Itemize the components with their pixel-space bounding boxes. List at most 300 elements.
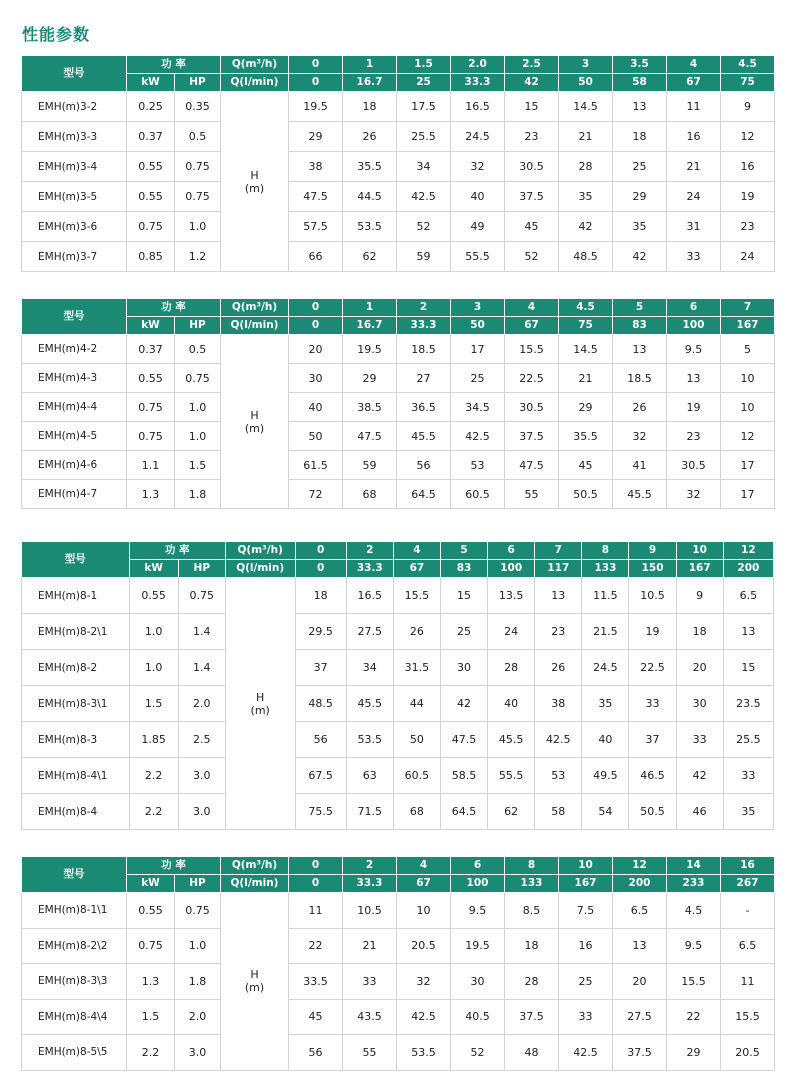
head-value-cell: 13 xyxy=(613,92,667,122)
head-value-cell: 19.5 xyxy=(343,335,397,364)
head-value-cell: 38 xyxy=(289,152,343,182)
flow-lmin-value: 58 xyxy=(613,74,667,92)
flow-lmin-value: 0 xyxy=(289,875,343,893)
kw-cell: 2.2 xyxy=(129,794,178,830)
model-cell: EMH(m)3-6 xyxy=(22,212,127,242)
flow-lmin-value: 33.3 xyxy=(397,317,451,335)
head-value-cell: 50.5 xyxy=(629,794,676,830)
kw-cell: 1.5 xyxy=(129,686,178,722)
head-value-cell: 15 xyxy=(505,92,559,122)
head-value-cell: 50.5 xyxy=(559,480,613,509)
table-row xyxy=(22,480,775,509)
head-value-cell: 33.5 xyxy=(289,964,343,1000)
flow-lmin-label: Q(l/min) xyxy=(225,560,295,578)
head-value-cell: 49.5 xyxy=(582,758,629,794)
head-value-cell: 35 xyxy=(613,212,667,242)
flow-m3h-label: Q(m³/h) xyxy=(221,857,289,875)
head-value-cell: 29 xyxy=(613,182,667,212)
head-value-cell: 6.5 xyxy=(613,893,667,929)
flow-lmin-value: 50 xyxy=(451,317,505,335)
head-value-cell: 37.5 xyxy=(505,422,559,451)
head-value-cell: 19.5 xyxy=(451,928,505,964)
flow-lmin-value: 200 xyxy=(723,560,773,578)
flow-lmin-value: 167 xyxy=(721,317,775,335)
head-value-cell: 50 xyxy=(393,722,440,758)
flow-lmin-value: 83 xyxy=(613,317,667,335)
performance-table xyxy=(21,298,775,509)
head-value-cell: 33 xyxy=(667,242,721,272)
kw-cell: 0.75 xyxy=(127,393,175,422)
model-cell: EMH(m)4-6 xyxy=(22,451,127,480)
head-value-cell: 45.5 xyxy=(488,722,535,758)
head-value-cell: 33 xyxy=(629,686,676,722)
head-value-cell: 68 xyxy=(393,794,440,830)
head-value-cell: 30 xyxy=(451,964,505,1000)
head-value-cell: 6.5 xyxy=(721,928,775,964)
head-label-cell xyxy=(225,578,295,830)
flow-m3h-value: 5 xyxy=(613,299,667,317)
table-row xyxy=(22,393,775,422)
flow-m3h-value: 6 xyxy=(488,542,535,560)
kw-cell: 1.5 xyxy=(127,999,175,1035)
hp-cell: 0.75 xyxy=(175,152,221,182)
head-value-cell: 15.5 xyxy=(393,578,440,614)
head-unit: (m) xyxy=(244,421,265,435)
power-header: 功 率 xyxy=(127,857,221,875)
head-value-cell: 9.5 xyxy=(667,928,721,964)
head-value-cell: 48 xyxy=(505,1035,559,1071)
flow-m3h-label: Q(m³/h) xyxy=(221,299,289,317)
kw-cell: 0.55 xyxy=(127,152,175,182)
table-row xyxy=(22,335,775,364)
head-value-cell: 19 xyxy=(629,614,676,650)
head-value-cell: 55 xyxy=(343,1035,397,1071)
flow-m3h-value: 7 xyxy=(535,542,582,560)
head-value-cell: 9 xyxy=(676,578,723,614)
head-value-cell: 20 xyxy=(613,964,667,1000)
head-value-cell: 13 xyxy=(667,364,721,393)
head-value-cell: 34 xyxy=(397,152,451,182)
head-value-cell: 27.5 xyxy=(346,614,393,650)
head-value-cell: 16 xyxy=(559,928,613,964)
head-value-cell: 52 xyxy=(397,212,451,242)
table-row xyxy=(22,650,774,686)
kw-cell: 2.2 xyxy=(127,1035,175,1071)
flow-m3h-value: 5 xyxy=(440,542,487,560)
flow-lmin-value: 33.3 xyxy=(451,74,505,92)
head-value-cell: 20.5 xyxy=(397,928,451,964)
head-value-cell: 16 xyxy=(667,122,721,152)
head-value-cell: 62 xyxy=(343,242,397,272)
head-value-cell: 42.5 xyxy=(397,999,451,1035)
performance-table xyxy=(21,856,775,1071)
performance-table xyxy=(21,541,774,830)
head-value-cell: 14.5 xyxy=(559,92,613,122)
head-value-cell: 7.5 xyxy=(559,893,613,929)
flow-m3h-value: 12 xyxy=(723,542,773,560)
head-value-cell: 21 xyxy=(559,364,613,393)
table-row xyxy=(22,686,774,722)
kw-cell: 0.55 xyxy=(127,364,175,393)
head-symbol: H xyxy=(250,168,259,182)
head-value-cell: 30 xyxy=(676,686,723,722)
table-row xyxy=(22,364,775,393)
model-cell: EMH(m)8-4\4 xyxy=(22,999,127,1035)
head-value-cell: 25 xyxy=(451,364,505,393)
flow-lmin-value: 0 xyxy=(289,74,343,92)
model-header: 型号 xyxy=(22,542,130,578)
flow-lmin-value: 167 xyxy=(559,875,613,893)
head-value-cell: 53.5 xyxy=(343,212,397,242)
head-value-cell: 48.5 xyxy=(559,242,613,272)
hp-cell: 2.0 xyxy=(178,686,225,722)
head-value-cell: 72 xyxy=(289,480,343,509)
head-value-cell: 52 xyxy=(505,242,559,272)
head-value-cell: 50 xyxy=(289,422,343,451)
head-value-cell: 10.5 xyxy=(629,578,676,614)
head-value-cell: 14.5 xyxy=(559,335,613,364)
head-value-cell: 60.5 xyxy=(393,758,440,794)
head-value-cell: 13.5 xyxy=(488,578,535,614)
head-value-cell: 30.5 xyxy=(667,451,721,480)
head-value-cell: 18 xyxy=(613,122,667,152)
flow-m3h-value: 12 xyxy=(613,857,667,875)
flow-lmin-value: 50 xyxy=(559,74,613,92)
head-value-cell: 18 xyxy=(676,614,723,650)
head-value-cell: 46 xyxy=(676,794,723,830)
flow-m3h-value: 4.5 xyxy=(559,299,613,317)
kw-cell: 0.75 xyxy=(127,212,175,242)
head-value-cell: 47.5 xyxy=(505,451,559,480)
head-value-cell: 10 xyxy=(721,393,775,422)
model-header: 型号 xyxy=(22,857,127,893)
head-value-cell: 15.5 xyxy=(505,335,559,364)
hp-cell: 2.5 xyxy=(178,722,225,758)
model-cell: EMH(m)4-7 xyxy=(22,480,127,509)
table-row xyxy=(22,242,775,272)
head-value-cell: 45.5 xyxy=(346,686,393,722)
head-value-cell: 15 xyxy=(440,578,487,614)
flow-lmin-value: 0 xyxy=(295,560,346,578)
flow-m3h-value: 14 xyxy=(667,857,721,875)
flow-lmin-value: 100 xyxy=(667,317,721,335)
flow-m3h-label: Q(m³/h) xyxy=(225,542,295,560)
head-value-cell: 64.5 xyxy=(397,480,451,509)
flow-lmin-value: 83 xyxy=(440,560,487,578)
head-value-cell: 35 xyxy=(582,686,629,722)
model-cell: EMH(m)3-2 xyxy=(22,92,127,122)
kw-cell: 1.0 xyxy=(129,614,178,650)
head-value-cell: 37.5 xyxy=(505,182,559,212)
head-value-cell: 37 xyxy=(295,650,346,686)
head-value-cell: 61.5 xyxy=(289,451,343,480)
head-value-cell: 33 xyxy=(723,758,773,794)
head-value-cell: 40.5 xyxy=(451,999,505,1035)
head-value-cell: 13 xyxy=(723,614,773,650)
head-value-cell: 34 xyxy=(346,650,393,686)
head-value-cell: 33 xyxy=(559,999,613,1035)
head-value-cell: 18 xyxy=(295,578,346,614)
head-value-cell: 18 xyxy=(343,92,397,122)
head-value-cell: 75.5 xyxy=(295,794,346,830)
head-value-cell: 26 xyxy=(535,650,582,686)
head-label-cell xyxy=(221,92,289,272)
kw-cell: 0.55 xyxy=(129,578,178,614)
head-value-cell: 43.5 xyxy=(343,999,397,1035)
header-row-flow-m3h xyxy=(22,56,775,74)
head-value-cell: 10 xyxy=(721,364,775,393)
head-value-cell: 17.5 xyxy=(397,92,451,122)
head-value-cell: 40 xyxy=(582,722,629,758)
head-value-cell: 24.5 xyxy=(582,650,629,686)
flow-lmin-value: 75 xyxy=(559,317,613,335)
hp-cell: 1.0 xyxy=(175,422,221,451)
flow-lmin-value: 67 xyxy=(397,875,451,893)
model-cell: EMH(m)3-3 xyxy=(22,122,127,152)
header-row-flow-lmin xyxy=(22,317,775,335)
head-value-cell: 26 xyxy=(343,122,397,152)
hp-header: HP xyxy=(178,560,225,578)
flow-lmin-value: 16.7 xyxy=(343,74,397,92)
table-row xyxy=(22,893,775,929)
head-value-cell: 5 xyxy=(721,335,775,364)
head-value-cell: 67.5 xyxy=(295,758,346,794)
head-value-cell: 25 xyxy=(440,614,487,650)
head-value-cell: 13 xyxy=(613,335,667,364)
head-value-cell: 46.5 xyxy=(629,758,676,794)
head-value-cell: 12 xyxy=(721,122,775,152)
head-value-cell: 40 xyxy=(451,182,505,212)
head-value-cell: 21 xyxy=(343,928,397,964)
flow-m3h-value: 0 xyxy=(295,542,346,560)
kw-header: kW xyxy=(127,74,175,92)
head-value-cell: 42.5 xyxy=(397,182,451,212)
table-row xyxy=(22,212,775,242)
head-symbol: H xyxy=(250,968,259,982)
table-row xyxy=(22,758,774,794)
head-value-cell: 41 xyxy=(613,451,667,480)
table-row xyxy=(22,722,774,758)
hp-cell: 1.0 xyxy=(175,393,221,422)
flow-m3h-value: 0 xyxy=(289,56,343,74)
hp-cell: 2.0 xyxy=(175,999,221,1035)
head-value-cell: 4.5 xyxy=(667,893,721,929)
head-value-cell: 22 xyxy=(289,928,343,964)
flow-lmin-value: 133 xyxy=(505,875,559,893)
head-value-cell: 58 xyxy=(535,794,582,830)
hp-cell: 1.5 xyxy=(175,451,221,480)
model-cell: EMH(m)8-3 xyxy=(22,722,130,758)
head-value-cell: 26 xyxy=(613,393,667,422)
head-value-cell: 8.5 xyxy=(505,893,559,929)
flow-m3h-value: 0 xyxy=(289,857,343,875)
head-value-cell: 56 xyxy=(295,722,346,758)
head-label-cell xyxy=(221,893,289,1071)
flow-lmin-value: 67 xyxy=(393,560,440,578)
head-value-cell: 22.5 xyxy=(629,650,676,686)
head-value-cell: 24 xyxy=(667,182,721,212)
model-cell: EMH(m)8-2\1 xyxy=(22,614,130,650)
head-value-cell: 44 xyxy=(393,686,440,722)
hp-cell: 0.75 xyxy=(178,578,225,614)
model-cell: EMH(m)8-4\1 xyxy=(22,758,130,794)
flow-m3h-value: 0 xyxy=(289,299,343,317)
kw-header: kW xyxy=(127,317,175,335)
flow-m3h-value: 3 xyxy=(451,299,505,317)
flow-m3h-value: 8 xyxy=(505,857,559,875)
head-value-cell: 25.5 xyxy=(397,122,451,152)
head-value-cell: 33 xyxy=(343,964,397,1000)
head-value-cell: 29 xyxy=(289,122,343,152)
flow-m3h-value: 1.5 xyxy=(397,56,451,74)
flow-m3h-value: 1 xyxy=(343,299,397,317)
table-row xyxy=(22,182,775,212)
kw-cell: 0.75 xyxy=(127,928,175,964)
hp-cell: 0.5 xyxy=(175,335,221,364)
table-row xyxy=(22,964,775,1000)
model-cell: EMH(m)8-3\1 xyxy=(22,686,130,722)
head-value-cell: 12 xyxy=(721,422,775,451)
head-value-cell: 20.5 xyxy=(721,1035,775,1071)
flow-m3h-value: 2 xyxy=(346,542,393,560)
hp-cell: 0.75 xyxy=(175,182,221,212)
page-title: 性能参数 xyxy=(22,25,91,44)
head-label-cell xyxy=(221,335,289,509)
head-value-cell: 68 xyxy=(343,480,397,509)
header-row-flow-lmin xyxy=(22,875,775,893)
head-value-cell: 16.5 xyxy=(451,92,505,122)
header-row-flow-m3h xyxy=(22,857,775,875)
head-value-cell: 27 xyxy=(397,364,451,393)
flow-lmin-value: 150 xyxy=(629,560,676,578)
hp-cell: 1.8 xyxy=(175,964,221,1000)
head-value-cell: 20 xyxy=(289,335,343,364)
head-value-cell: 55.5 xyxy=(488,758,535,794)
model-cell: EMH(m)3-7 xyxy=(22,242,127,272)
kw-cell: 0.75 xyxy=(127,422,175,451)
head-value-cell: 57.5 xyxy=(289,212,343,242)
model-cell: EMH(m)3-5 xyxy=(22,182,127,212)
head-value-cell: 23 xyxy=(535,614,582,650)
flow-lmin-value: 233 xyxy=(667,875,721,893)
head-value-cell: 35 xyxy=(559,182,613,212)
kw-header: kW xyxy=(129,560,178,578)
model-cell: EMH(m)8-5\5 xyxy=(22,1035,127,1071)
head-value-cell: 18.5 xyxy=(397,335,451,364)
head-value-cell: 25 xyxy=(613,152,667,182)
head-value-cell: 37.5 xyxy=(613,1035,667,1071)
head-value-cell: 19.5 xyxy=(289,92,343,122)
head-value-cell: 19 xyxy=(667,393,721,422)
flow-m3h-value: 6 xyxy=(451,857,505,875)
head-value-cell: 9.5 xyxy=(667,335,721,364)
head-value-cell: 56 xyxy=(289,1035,343,1071)
header-row-flow-lmin xyxy=(22,560,774,578)
head-value-cell: 45 xyxy=(505,212,559,242)
flow-m3h-value: 2 xyxy=(343,857,397,875)
kw-cell: 1.0 xyxy=(129,650,178,686)
head-value-cell: 38.5 xyxy=(343,393,397,422)
head-value-cell: 28 xyxy=(488,650,535,686)
flow-lmin-value: 200 xyxy=(613,875,667,893)
model-cell: EMH(m)8-2 xyxy=(22,650,130,686)
flow-lmin-value: 117 xyxy=(535,560,582,578)
head-value-cell: 71.5 xyxy=(346,794,393,830)
head-value-cell: 20 xyxy=(676,650,723,686)
head-value-cell: 45 xyxy=(289,999,343,1035)
head-value-cell: 11 xyxy=(289,893,343,929)
head-value-cell: 64.5 xyxy=(440,794,487,830)
flow-m3h-value: 3.5 xyxy=(613,56,667,74)
flow-lmin-label: Q(l/min) xyxy=(221,317,289,335)
head-value-cell: 47.5 xyxy=(440,722,487,758)
hp-cell: 3.0 xyxy=(178,758,225,794)
head-value-cell: 32 xyxy=(451,152,505,182)
hp-header: HP xyxy=(175,317,221,335)
model-header: 型号 xyxy=(22,56,127,92)
head-value-cell: 15.5 xyxy=(721,999,775,1035)
head-value-cell: 29 xyxy=(343,364,397,393)
hp-cell: 1.0 xyxy=(175,212,221,242)
head-value-cell: 36.5 xyxy=(397,393,451,422)
model-cell: EMH(m)4-4 xyxy=(22,393,127,422)
kw-cell: 2.2 xyxy=(129,758,178,794)
head-value-cell: 10 xyxy=(397,893,451,929)
head-value-cell: 11 xyxy=(667,92,721,122)
head-value-cell: 30.5 xyxy=(505,152,559,182)
flow-m3h-value: 2.0 xyxy=(451,56,505,74)
flow-m3h-label: Q(m³/h) xyxy=(221,56,289,74)
head-value-cell: 40 xyxy=(289,393,343,422)
flow-m3h-value: 4 xyxy=(393,542,440,560)
model-cell: EMH(m)8-1\1 xyxy=(22,893,127,929)
head-value-cell: 31.5 xyxy=(393,650,440,686)
head-value-cell: 22 xyxy=(667,999,721,1035)
head-value-cell: 44.5 xyxy=(343,182,397,212)
head-value-cell: 63 xyxy=(346,758,393,794)
table-row xyxy=(22,794,774,830)
kw-cell: 1.3 xyxy=(127,480,175,509)
kw-cell: 0.25 xyxy=(127,92,175,122)
head-value-cell: 6.5 xyxy=(723,578,773,614)
flow-m3h-value: 10 xyxy=(559,857,613,875)
hp-cell: 0.75 xyxy=(175,364,221,393)
table-row xyxy=(22,928,775,964)
header-row-flow-m3h xyxy=(22,542,774,560)
head-value-cell: 47.5 xyxy=(289,182,343,212)
head-value-cell: 17 xyxy=(721,451,775,480)
head-symbol: H xyxy=(256,690,265,704)
flow-lmin-value: 133 xyxy=(582,560,629,578)
head-value-cell: 21.5 xyxy=(582,614,629,650)
flow-lmin-label: Q(l/min) xyxy=(221,875,289,893)
head-value-cell: 21 xyxy=(559,122,613,152)
flow-m3h-value: 2 xyxy=(397,299,451,317)
model-cell: EMH(m)8-2\2 xyxy=(22,928,127,964)
flow-lmin-value: 33.3 xyxy=(346,560,393,578)
head-value-cell: 29 xyxy=(559,393,613,422)
flow-m3h-value: 8 xyxy=(582,542,629,560)
head-value-cell: 55 xyxy=(505,480,559,509)
head-value-cell: 10.5 xyxy=(343,893,397,929)
flow-m3h-value: 1 xyxy=(343,56,397,74)
head-value-cell: 16 xyxy=(721,152,775,182)
hp-cell: 1.2 xyxy=(175,242,221,272)
model-header: 型号 xyxy=(22,299,127,335)
hp-cell: 3.0 xyxy=(178,794,225,830)
flow-m3h-value: 7 xyxy=(721,299,775,317)
flow-lmin-value: 16.7 xyxy=(343,317,397,335)
